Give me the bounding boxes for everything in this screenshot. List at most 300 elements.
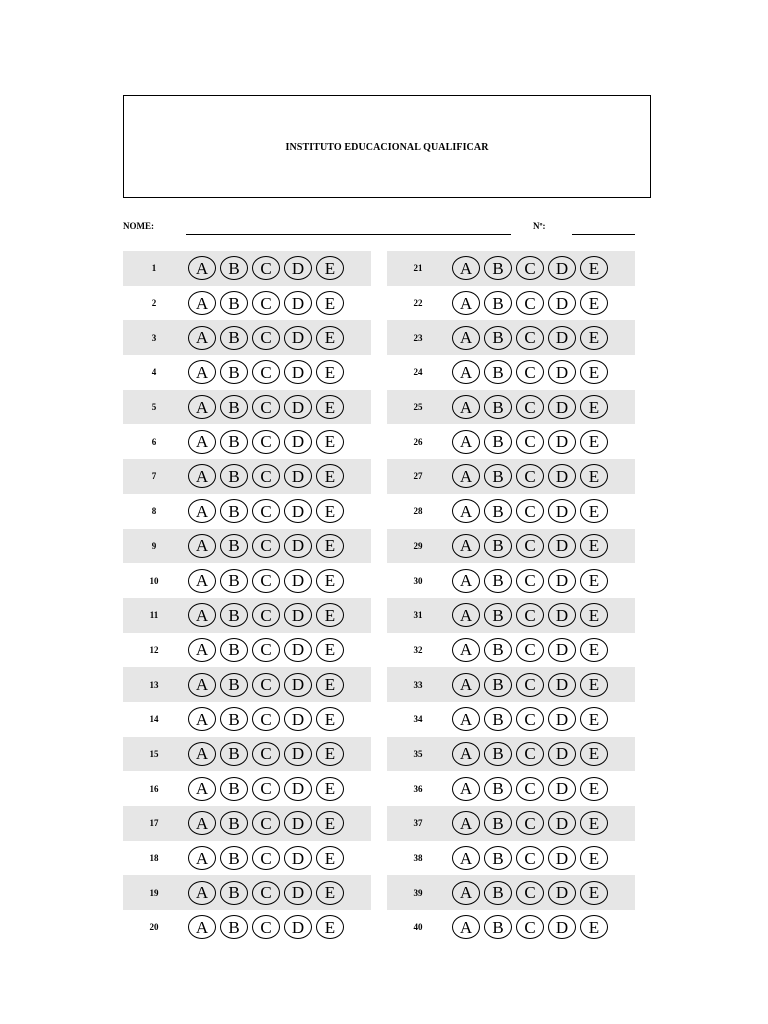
answer-bubble-c[interactable]: C bbox=[516, 603, 544, 627]
answer-bubble-c[interactable]: C bbox=[516, 569, 544, 593]
answer-bubble-b[interactable]: B bbox=[484, 569, 512, 593]
question-number: 9 bbox=[151, 540, 157, 551]
answer-bubble-e[interactable]: E bbox=[580, 777, 608, 801]
answer-bubble-a[interactable]: A bbox=[188, 464, 216, 488]
answer-bubble-d[interactable]: D bbox=[548, 395, 576, 419]
question-number: 37 bbox=[413, 818, 423, 829]
answer-bubble-d[interactable]: D bbox=[548, 360, 576, 384]
answer-bubble-b[interactable]: B bbox=[484, 638, 512, 662]
answer-bubble-d[interactable]: D bbox=[284, 395, 312, 419]
answer-bubble-d[interactable]: D bbox=[548, 534, 576, 558]
answer-options bbox=[452, 569, 608, 593]
question-number: 39 bbox=[413, 887, 423, 898]
answer-options bbox=[452, 430, 608, 454]
answer-bubble-e[interactable]: E bbox=[580, 811, 608, 835]
answer-bubble-a[interactable]: A bbox=[188, 811, 216, 835]
answer-bubble-c[interactable]: C bbox=[516, 638, 544, 662]
answer-bubble-d[interactable]: D bbox=[284, 638, 312, 662]
question-number: 29 bbox=[413, 540, 423, 551]
answer-bubble-e[interactable]: E bbox=[580, 360, 608, 384]
answer-bubble-a[interactable]: A bbox=[188, 603, 216, 627]
answer-bubble-b[interactable]: B bbox=[484, 430, 512, 454]
question-row bbox=[123, 806, 371, 841]
question-number: 28 bbox=[413, 506, 423, 517]
answer-bubble-a[interactable]: A bbox=[188, 395, 216, 419]
answer-bubble-c[interactable]: C bbox=[516, 777, 544, 801]
answer-bubble-d[interactable]: D bbox=[548, 881, 576, 905]
answer-options bbox=[452, 534, 608, 558]
answer-bubble-a[interactable]: A bbox=[188, 360, 216, 384]
answer-bubble-c[interactable]: C bbox=[516, 707, 544, 731]
answer-bubble-a[interactable]: A bbox=[452, 326, 480, 350]
question-number: 2 bbox=[151, 298, 157, 309]
answer-bubble-e[interactable]: E bbox=[580, 638, 608, 662]
answer-bubble-d[interactable]: D bbox=[548, 569, 576, 593]
answer-bubble-c[interactable]: C bbox=[516, 326, 544, 350]
answer-options bbox=[452, 915, 608, 939]
answer-bubble-e[interactable]: E bbox=[316, 673, 344, 697]
answer-bubble-e[interactable]: E bbox=[316, 326, 344, 350]
answer-bubble-c[interactable]: C bbox=[252, 499, 280, 523]
answer-options bbox=[452, 464, 608, 488]
answer-bubble-d[interactable]: D bbox=[548, 707, 576, 731]
answer-bubble-b[interactable]: B bbox=[220, 638, 248, 662]
question-number: 27 bbox=[413, 471, 423, 482]
question-row bbox=[123, 598, 371, 633]
answer-options bbox=[188, 915, 344, 939]
question-number: 30 bbox=[413, 575, 423, 586]
answer-bubble-c[interactable]: C bbox=[516, 742, 544, 766]
answer-bubble-a[interactable]: A bbox=[188, 326, 216, 350]
answer-bubble-b[interactable]: B bbox=[220, 777, 248, 801]
answer-options bbox=[188, 638, 344, 662]
answer-bubble-c[interactable]: C bbox=[516, 395, 544, 419]
answer-options bbox=[452, 360, 608, 384]
answer-bubble-b[interactable]: B bbox=[484, 499, 512, 523]
answer-bubble-d[interactable]: D bbox=[284, 846, 312, 870]
answer-bubble-d[interactable]: D bbox=[284, 256, 312, 280]
answer-bubble-b[interactable]: B bbox=[220, 360, 248, 384]
question-row bbox=[123, 841, 371, 876]
answer-bubble-e[interactable]: E bbox=[316, 811, 344, 835]
question-row bbox=[123, 529, 371, 564]
answer-bubble-b[interactable]: B bbox=[220, 707, 248, 731]
answer-bubble-b[interactable]: B bbox=[220, 742, 248, 766]
answer-bubble-d[interactable]: D bbox=[284, 707, 312, 731]
answer-bubble-e[interactable]: E bbox=[316, 707, 344, 731]
answer-bubble-b[interactable]: B bbox=[220, 881, 248, 905]
answer-bubble-d[interactable]: D bbox=[548, 673, 576, 697]
answer-bubble-c[interactable]: C bbox=[252, 707, 280, 731]
answer-bubble-b[interactable]: B bbox=[484, 326, 512, 350]
answer-options bbox=[188, 256, 344, 280]
question-number: 34 bbox=[413, 714, 423, 725]
answer-bubble-c[interactable]: C bbox=[252, 534, 280, 558]
answer-bubble-a[interactable]: A bbox=[188, 707, 216, 731]
answer-bubble-e[interactable]: E bbox=[580, 256, 608, 280]
answer-options bbox=[452, 673, 608, 697]
answer-bubble-d[interactable]: D bbox=[284, 881, 312, 905]
answer-bubble-a[interactable]: A bbox=[452, 673, 480, 697]
answer-bubble-c[interactable]: C bbox=[252, 673, 280, 697]
question-row bbox=[123, 251, 371, 286]
answer-bubble-a[interactable]: A bbox=[452, 499, 480, 523]
question-row bbox=[123, 875, 371, 910]
question-row bbox=[123, 667, 371, 702]
answer-options bbox=[188, 464, 344, 488]
answer-bubble-e[interactable]: E bbox=[580, 430, 608, 454]
question-row bbox=[387, 633, 635, 668]
question-number: 14 bbox=[149, 714, 159, 725]
answer-options bbox=[188, 499, 344, 523]
answer-bubble-d[interactable]: D bbox=[548, 291, 576, 315]
question-row bbox=[387, 459, 635, 494]
answer-bubble-d[interactable]: D bbox=[284, 603, 312, 627]
answer-bubble-a[interactable]: A bbox=[452, 638, 480, 662]
answer-bubble-a[interactable]: A bbox=[452, 811, 480, 835]
answer-options bbox=[452, 742, 608, 766]
answer-bubble-c[interactable]: C bbox=[516, 534, 544, 558]
answer-bubble-a[interactable]: A bbox=[452, 430, 480, 454]
answer-bubble-e[interactable]: E bbox=[580, 534, 608, 558]
answer-bubble-e[interactable]: E bbox=[580, 742, 608, 766]
answer-bubble-d[interactable]: D bbox=[284, 534, 312, 558]
answer-options bbox=[188, 742, 344, 766]
number-label: Nº: bbox=[533, 221, 546, 231]
answer-bubble-d[interactable]: D bbox=[548, 811, 576, 835]
answer-bubble-c[interactable]: C bbox=[252, 395, 280, 419]
answer-bubble-e[interactable]: E bbox=[580, 846, 608, 870]
question-number: 16 bbox=[149, 783, 159, 794]
answer-bubble-c[interactable]: C bbox=[252, 291, 280, 315]
question-number: 23 bbox=[413, 332, 423, 343]
question-row bbox=[387, 251, 635, 286]
answer-bubble-e[interactable]: E bbox=[316, 742, 344, 766]
answer-options bbox=[188, 846, 344, 870]
answer-bubble-b[interactable]: B bbox=[484, 915, 512, 939]
answer-bubble-d[interactable]: D bbox=[548, 499, 576, 523]
question-row bbox=[387, 598, 635, 633]
answer-bubble-b[interactable]: B bbox=[220, 534, 248, 558]
question-row bbox=[387, 355, 635, 390]
answer-bubble-e[interactable]: E bbox=[580, 326, 608, 350]
answer-bubble-a[interactable]: A bbox=[188, 499, 216, 523]
question-number: 20 bbox=[149, 922, 159, 933]
answer-bubble-b[interactable]: B bbox=[220, 673, 248, 697]
answer-bubble-c[interactable]: C bbox=[516, 915, 544, 939]
answer-bubble-c[interactable]: C bbox=[516, 499, 544, 523]
answer-bubble-b[interactable]: B bbox=[484, 603, 512, 627]
answer-bubble-e[interactable]: E bbox=[316, 638, 344, 662]
answer-bubble-e[interactable]: E bbox=[316, 881, 344, 905]
answer-bubble-b[interactable]: B bbox=[484, 534, 512, 558]
answer-bubble-b[interactable]: B bbox=[484, 811, 512, 835]
answer-bubble-b[interactable]: B bbox=[220, 915, 248, 939]
answer-bubble-c[interactable]: C bbox=[252, 777, 280, 801]
answer-bubble-d[interactable]: D bbox=[284, 673, 312, 697]
answer-bubble-e[interactable]: E bbox=[316, 603, 344, 627]
answer-bubble-c[interactable]: C bbox=[252, 603, 280, 627]
name-label: NOME: bbox=[123, 221, 154, 231]
question-number: 8 bbox=[151, 506, 157, 517]
answer-options bbox=[452, 707, 608, 731]
answer-bubble-a[interactable]: A bbox=[188, 430, 216, 454]
answer-bubble-a[interactable]: A bbox=[188, 915, 216, 939]
answer-bubble-b[interactable]: B bbox=[220, 499, 248, 523]
answer-bubble-c[interactable]: C bbox=[252, 638, 280, 662]
answer-options bbox=[188, 360, 344, 384]
answer-bubble-a[interactable]: A bbox=[452, 534, 480, 558]
answer-options bbox=[452, 395, 608, 419]
answer-bubble-b[interactable]: B bbox=[484, 464, 512, 488]
answer-bubble-a[interactable]: A bbox=[452, 603, 480, 627]
question-number: 35 bbox=[413, 748, 423, 759]
answer-bubble-c[interactable]: C bbox=[252, 846, 280, 870]
answer-bubble-a[interactable]: A bbox=[188, 638, 216, 662]
answer-bubble-a[interactable]: A bbox=[188, 256, 216, 280]
answer-bubble-e[interactable]: E bbox=[580, 707, 608, 731]
answer-options bbox=[452, 777, 608, 801]
answer-options bbox=[452, 326, 608, 350]
question-number: 1 bbox=[151, 263, 157, 274]
answer-bubble-a[interactable]: A bbox=[188, 777, 216, 801]
answer-bubble-d[interactable]: D bbox=[548, 326, 576, 350]
answer-bubble-a[interactable]: A bbox=[452, 846, 480, 870]
answer-bubble-b[interactable]: B bbox=[220, 569, 248, 593]
answer-bubble-c[interactable]: C bbox=[252, 464, 280, 488]
question-row bbox=[387, 875, 635, 910]
answer-bubble-b[interactable]: B bbox=[484, 777, 512, 801]
answer-bubble-b[interactable]: B bbox=[484, 673, 512, 697]
answer-options bbox=[452, 256, 608, 280]
answer-bubble-c[interactable]: C bbox=[252, 326, 280, 350]
answer-bubble-c[interactable]: C bbox=[252, 569, 280, 593]
question-row bbox=[387, 737, 635, 772]
answer-bubble-c[interactable]: C bbox=[516, 881, 544, 905]
question-number: 33 bbox=[413, 679, 423, 690]
answer-bubble-b[interactable]: B bbox=[220, 256, 248, 280]
question-number: 18 bbox=[149, 853, 159, 864]
question-number: 6 bbox=[151, 436, 157, 447]
question-row bbox=[387, 910, 635, 945]
answer-bubble-a[interactable]: A bbox=[188, 291, 216, 315]
answer-bubble-c[interactable]: C bbox=[516, 360, 544, 384]
question-number: 5 bbox=[151, 402, 157, 413]
answer-bubble-a[interactable]: A bbox=[452, 360, 480, 384]
answer-bubble-e[interactable]: E bbox=[580, 569, 608, 593]
answer-bubble-e[interactable]: E bbox=[316, 256, 344, 280]
question-row bbox=[123, 424, 371, 459]
answer-bubble-e[interactable]: E bbox=[580, 881, 608, 905]
answer-bubble-b[interactable]: B bbox=[484, 846, 512, 870]
answer-bubble-d[interactable]: D bbox=[284, 915, 312, 939]
answer-options bbox=[188, 395, 344, 419]
answer-bubble-c[interactable]: C bbox=[252, 360, 280, 384]
answer-bubble-a[interactable]: A bbox=[452, 291, 480, 315]
answer-bubble-a[interactable]: A bbox=[452, 742, 480, 766]
answer-bubble-c[interactable]: C bbox=[252, 742, 280, 766]
answer-bubble-b[interactable]: B bbox=[220, 464, 248, 488]
student-info-row bbox=[123, 214, 643, 238]
answer-bubble-c[interactable]: C bbox=[516, 291, 544, 315]
answer-options bbox=[188, 430, 344, 454]
answer-bubble-a[interactable]: A bbox=[452, 395, 480, 419]
answer-bubble-e[interactable]: E bbox=[316, 499, 344, 523]
answer-bubble-d[interactable]: D bbox=[548, 915, 576, 939]
question-row bbox=[387, 529, 635, 564]
answer-bubble-e[interactable]: E bbox=[316, 291, 344, 315]
answer-bubble-a[interactable]: A bbox=[188, 881, 216, 905]
question-number: 38 bbox=[413, 853, 423, 864]
answer-bubble-a[interactable]: A bbox=[452, 881, 480, 905]
answer-bubble-e[interactable]: E bbox=[316, 430, 344, 454]
answer-bubble-e[interactable]: E bbox=[316, 915, 344, 939]
answer-bubble-e[interactable]: E bbox=[316, 395, 344, 419]
answer-bubble-a[interactable]: A bbox=[188, 569, 216, 593]
answer-bubble-b[interactable]: B bbox=[220, 846, 248, 870]
answer-bubble-d[interactable]: D bbox=[284, 360, 312, 384]
answer-options bbox=[452, 638, 608, 662]
answer-options bbox=[452, 291, 608, 315]
answer-bubble-b[interactable]: B bbox=[220, 811, 248, 835]
answer-options bbox=[188, 881, 344, 905]
institution-title: INSTITUTO EDUCACIONAL QUALIFICAR bbox=[285, 142, 489, 153]
answer-bubble-d[interactable]: D bbox=[548, 742, 576, 766]
answer-bubble-d[interactable]: D bbox=[284, 326, 312, 350]
question-row bbox=[387, 390, 635, 425]
answer-bubble-b[interactable]: B bbox=[220, 395, 248, 419]
answer-bubble-d[interactable]: D bbox=[284, 499, 312, 523]
answer-bubble-e[interactable]: E bbox=[580, 395, 608, 419]
question-row bbox=[387, 806, 635, 841]
answer-bubble-b[interactable]: B bbox=[484, 291, 512, 315]
answer-bubble-b[interactable]: B bbox=[484, 256, 512, 280]
answer-bubble-d[interactable]: D bbox=[548, 777, 576, 801]
answer-bubble-a[interactable]: A bbox=[452, 569, 480, 593]
answer-bubble-e[interactable]: E bbox=[316, 464, 344, 488]
question-number: 24 bbox=[413, 367, 423, 378]
question-number: 11 bbox=[149, 610, 159, 621]
answer-bubble-c[interactable]: C bbox=[252, 881, 280, 905]
answer-bubble-e[interactable]: E bbox=[316, 569, 344, 593]
answer-bubble-d[interactable]: D bbox=[284, 430, 312, 454]
answer-bubble-e[interactable]: E bbox=[580, 915, 608, 939]
question-number: 7 bbox=[151, 471, 157, 482]
answer-options bbox=[188, 811, 344, 835]
name-field[interactable] bbox=[186, 234, 511, 235]
answer-options bbox=[452, 881, 608, 905]
answer-bubble-d[interactable]: D bbox=[284, 777, 312, 801]
answer-bubble-d[interactable]: D bbox=[284, 291, 312, 315]
question-number: 15 bbox=[149, 748, 159, 759]
question-row bbox=[387, 320, 635, 355]
answer-bubble-d[interactable]: D bbox=[548, 464, 576, 488]
answer-options bbox=[188, 603, 344, 627]
answer-options bbox=[452, 846, 608, 870]
answer-column-right bbox=[387, 251, 635, 945]
answer-bubble-c[interactable]: C bbox=[252, 915, 280, 939]
answer-bubble-c[interactable]: C bbox=[516, 811, 544, 835]
answer-bubble-b[interactable]: B bbox=[484, 881, 512, 905]
answer-bubble-c[interactable]: C bbox=[516, 846, 544, 870]
question-row bbox=[123, 286, 371, 321]
answer-bubble-b[interactable]: B bbox=[484, 395, 512, 419]
answer-bubble-e[interactable]: E bbox=[316, 846, 344, 870]
question-row bbox=[387, 702, 635, 737]
header-box bbox=[123, 95, 651, 198]
answer-bubble-e[interactable]: E bbox=[580, 673, 608, 697]
answer-bubble-b[interactable]: B bbox=[220, 603, 248, 627]
answer-bubble-b[interactable]: B bbox=[484, 707, 512, 731]
answer-bubble-d[interactable]: D bbox=[548, 430, 576, 454]
answer-column-left bbox=[123, 251, 371, 945]
answer-bubble-d[interactable]: D bbox=[284, 742, 312, 766]
question-number: 22 bbox=[413, 298, 423, 309]
question-row bbox=[123, 702, 371, 737]
answer-bubble-d[interactable]: D bbox=[284, 811, 312, 835]
number-field[interactable] bbox=[572, 234, 635, 235]
answer-bubble-b[interactable]: B bbox=[220, 291, 248, 315]
question-number: 4 bbox=[151, 367, 157, 378]
answer-bubble-d[interactable]: D bbox=[284, 569, 312, 593]
answer-bubble-e[interactable]: E bbox=[580, 291, 608, 315]
answer-bubble-e[interactable]: E bbox=[580, 603, 608, 627]
answer-bubble-a[interactable]: A bbox=[452, 915, 480, 939]
question-row bbox=[387, 494, 635, 529]
question-row bbox=[123, 320, 371, 355]
answer-bubble-d[interactable]: D bbox=[548, 256, 576, 280]
answer-bubble-a[interactable]: A bbox=[188, 534, 216, 558]
answer-bubble-b[interactable]: B bbox=[220, 430, 248, 454]
answer-bubble-d[interactable]: D bbox=[284, 464, 312, 488]
answer-bubble-a[interactable]: A bbox=[188, 673, 216, 697]
answer-bubble-d[interactable]: D bbox=[548, 603, 576, 627]
answer-bubble-c[interactable]: C bbox=[252, 430, 280, 454]
answer-bubble-b[interactable]: B bbox=[484, 742, 512, 766]
answer-options bbox=[188, 673, 344, 697]
answer-bubble-e[interactable]: E bbox=[580, 464, 608, 488]
answer-bubble-a[interactable]: A bbox=[452, 777, 480, 801]
answer-bubble-a[interactable]: A bbox=[452, 464, 480, 488]
question-number: 32 bbox=[413, 644, 423, 655]
answer-bubble-a[interactable]: A bbox=[188, 846, 216, 870]
answer-bubble-e[interactable]: E bbox=[316, 360, 344, 384]
answer-bubble-c[interactable]: C bbox=[516, 673, 544, 697]
question-number: 21 bbox=[413, 263, 423, 274]
answer-bubble-c[interactable]: C bbox=[252, 811, 280, 835]
question-number: 12 bbox=[149, 644, 159, 655]
answer-bubble-c[interactable]: C bbox=[516, 430, 544, 454]
answer-bubble-a[interactable]: A bbox=[188, 742, 216, 766]
question-row bbox=[387, 563, 635, 598]
answer-bubble-a[interactable]: A bbox=[452, 707, 480, 731]
answer-bubble-c[interactable]: C bbox=[252, 256, 280, 280]
answer-bubble-b[interactable]: B bbox=[484, 360, 512, 384]
answer-bubble-e[interactable]: E bbox=[316, 777, 344, 801]
answer-options bbox=[188, 707, 344, 731]
answer-bubble-e[interactable]: E bbox=[580, 499, 608, 523]
question-number: 25 bbox=[413, 402, 423, 413]
question-row bbox=[387, 667, 635, 702]
answer-bubble-e[interactable]: E bbox=[316, 534, 344, 558]
answer-bubble-c[interactable]: C bbox=[516, 464, 544, 488]
answer-bubble-d[interactable]: D bbox=[548, 638, 576, 662]
answer-bubble-a[interactable]: A bbox=[452, 256, 480, 280]
answer-bubble-b[interactable]: B bbox=[220, 326, 248, 350]
question-number: 19 bbox=[149, 887, 159, 898]
answer-bubble-c[interactable]: C bbox=[516, 256, 544, 280]
answer-bubble-d[interactable]: D bbox=[548, 846, 576, 870]
